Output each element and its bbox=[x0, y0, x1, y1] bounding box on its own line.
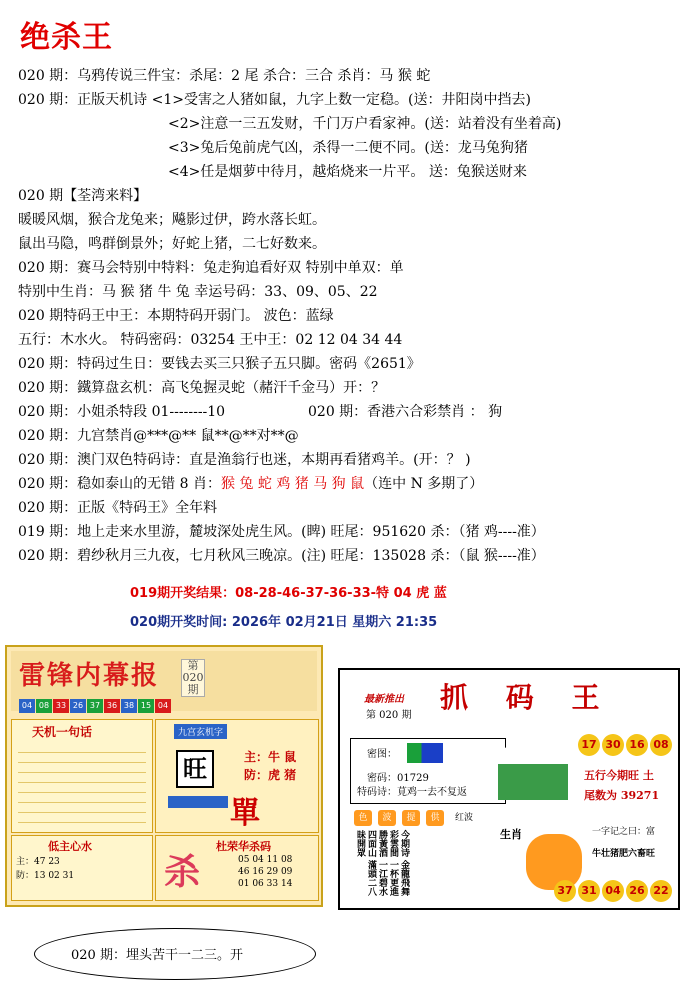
line: 019 期：地上走来水里游，麓坡深处虎生风。(睥) 旺尾：951620 杀：（猪 鸡----准） bbox=[18, 524, 545, 540]
line: 020 期：特码过生日：要钱去买三只猴子五只脚。密码《2651》 bbox=[18, 356, 421, 372]
code-box bbox=[350, 738, 506, 804]
leifeng-issue: 第 020 期 bbox=[182, 659, 204, 696]
number-chip: 36 bbox=[104, 699, 120, 713]
speech-bubble bbox=[34, 928, 316, 980]
zhuama-brand: 抓 码 王 bbox=[440, 681, 614, 714]
wang-word: 旺 bbox=[176, 750, 214, 788]
line: <4>任是烟萝中待月，越焰烧来一片平。 送：兔猴送财来 bbox=[168, 164, 527, 180]
zhuama-header bbox=[344, 674, 674, 721]
zhuama-image bbox=[338, 668, 680, 910]
zhuama-issue: 第 020 期 bbox=[366, 710, 412, 721]
poem-label: 特码诗：莧鸡一去不复返 bbox=[357, 787, 467, 798]
line: 鼠出马隐，鸣群倒景外；好蛇上猪，二七好数来。 bbox=[18, 236, 326, 252]
line: 020 期【荃湾来料】 bbox=[18, 188, 148, 204]
result-numbers: 08-28-46-37-36-33-特 04 虎 蓝 bbox=[235, 586, 447, 601]
line-mixed bbox=[18, 472, 683, 496]
jiugong-title: 九宫玄机字 bbox=[174, 724, 227, 739]
note2: 牛壮猪肥六畜旺 bbox=[592, 849, 656, 859]
number-chip: 04 bbox=[155, 699, 171, 713]
number-chip: 04 bbox=[19, 699, 35, 713]
number-chip: 33 bbox=[53, 699, 69, 713]
number-ball: 37 bbox=[554, 880, 576, 902]
code-label: 密码：01729 bbox=[367, 773, 429, 784]
number-ball: 26 bbox=[626, 880, 648, 902]
sha-row: 01 06 33 14 bbox=[238, 879, 293, 889]
sha-row: 05 04 11 08 bbox=[238, 855, 293, 865]
number-chip: 38 bbox=[121, 699, 137, 713]
draw-result bbox=[130, 582, 447, 601]
content-lines bbox=[18, 64, 683, 568]
line: <3>兔后兔前虎气凶，杀得一二便不同。(送：龙马兔狗猪 bbox=[168, 140, 528, 156]
line: 020 期：正版天机诗 <1>受害之人猪如鼠，九字上数一定稳。(送：井阳岗中挡去) bbox=[18, 92, 531, 108]
line-tail: （连中 N 多期了） bbox=[364, 476, 484, 492]
wuxing bbox=[584, 766, 659, 806]
number-ball: 16 bbox=[626, 734, 648, 756]
line: 五行：木水火。 特码密码：03254 王中王：02 12 04 34 44 bbox=[18, 332, 403, 348]
result-prefix: 019期开奖结果： bbox=[130, 586, 236, 601]
sha-char: 杀 bbox=[164, 851, 201, 893]
color-tag: 提 bbox=[402, 810, 420, 826]
weishu-line: 尾数为 39271 bbox=[584, 789, 660, 802]
color-tag: 供 bbox=[426, 810, 444, 826]
sha-section bbox=[155, 835, 319, 901]
sha-row: 46 16 29 09 bbox=[238, 867, 293, 877]
line-extra: 020 期：香港六合彩禁肖 ： 狗 bbox=[308, 404, 503, 420]
line: 020 期：碧纱秋月三九夜，七月秋风三晚凉。(注) 旺尾：135028 杀：（鼠 猴----准） bbox=[18, 548, 545, 564]
line: 020 期：正版《特码王》全年料 bbox=[18, 500, 218, 516]
color-tag-tail: 红波 bbox=[450, 810, 478, 826]
leifeng-header bbox=[11, 651, 317, 711]
line: 020 期特码王中王：本期特码开弱门。 波色：蓝绿 bbox=[18, 308, 334, 324]
sha-title: 杜荣华杀码 bbox=[216, 840, 271, 853]
dizhu-main: 主：47 23 bbox=[16, 857, 60, 867]
line: 特别中生肖：马 猴 猪 牛 兔 幸运号码：33、09、05、22 bbox=[18, 284, 378, 300]
line: 020 期：小姐杀特段 01--------10 bbox=[18, 404, 226, 420]
color-tags bbox=[354, 810, 478, 826]
line: 020 期：澳门双色特码诗：直是渔翁行也迷，本期再看猪鸡羊。(开：？ ) bbox=[18, 452, 471, 468]
number-ball: 30 bbox=[602, 734, 624, 756]
top-balls bbox=[578, 734, 672, 756]
number-ball: 04 bbox=[602, 880, 624, 902]
def-zodiac: 防：虎 猪 bbox=[244, 768, 297, 782]
line: 暖暖风烟，猴合龙兔来；飚影过伊，跨水落长虹。 bbox=[18, 212, 326, 228]
line: 020 期：鐵算盘玄机：高飞兔握灵蛇（赭汗千金马）开：？ bbox=[18, 380, 386, 396]
line: 020 期：稳如泰山的无错 8 肖： bbox=[18, 476, 221, 492]
color-tag: 色 bbox=[354, 810, 372, 826]
line: 020 期：九宫禁肖@***@** 鼠**@**对**@ bbox=[18, 428, 299, 444]
line: 020 期：乌鸦传说三件宝：杀尾：2 尾 杀合：三合 杀肖：马 猴 蛇 bbox=[18, 68, 431, 84]
leifeng-image bbox=[5, 645, 323, 907]
logo-icon bbox=[407, 743, 443, 763]
main-zodiac: 主：牛 鼠 bbox=[244, 750, 297, 764]
mi-label: 密图： bbox=[367, 749, 397, 760]
shengxiao-label: 生肖 bbox=[500, 828, 522, 841]
zhuama-new: 最新推出 bbox=[364, 694, 404, 705]
note: 一字记之曰：富 bbox=[592, 827, 656, 837]
bottom-balls bbox=[554, 880, 672, 902]
tianji-title: 天机一句话 bbox=[32, 725, 93, 739]
verse: 今期诗 金龍飛舞彩雲間 一杯更進勝黃酒 一江碧水四面山 滿頭二八昧開眾 bbox=[355, 830, 409, 897]
dizhu-def: 防：13 02 31 bbox=[16, 871, 75, 881]
number-ball: 17 bbox=[578, 734, 600, 756]
number-ball: 08 bbox=[650, 734, 672, 756]
line-pair bbox=[18, 400, 683, 424]
line: <2>注意一三五发财，千门万户看家神。(送：站着没有坐着高) bbox=[168, 116, 562, 132]
number-chip: 26 bbox=[70, 699, 86, 713]
color-tag: 波 bbox=[378, 810, 396, 826]
tianji-rows bbox=[12, 743, 152, 823]
sha-grid bbox=[238, 854, 292, 890]
fisherman-illustration bbox=[498, 740, 568, 800]
leifeng-brand: 雷锋内幕报 bbox=[19, 661, 160, 691]
blue-bar bbox=[168, 796, 228, 808]
number-ball: 22 bbox=[650, 880, 672, 902]
dan-char: 單 bbox=[230, 796, 260, 831]
dizhu-title: 低主心水 bbox=[48, 840, 92, 853]
dizhu-section bbox=[11, 835, 153, 901]
tianji-section bbox=[11, 719, 153, 833]
number-ball: 31 bbox=[578, 880, 600, 902]
line: 020 期：赛马会特别中特料：兔走狗追看好双 特别中单双：单 bbox=[18, 260, 404, 276]
leifeng-numbers bbox=[19, 699, 171, 713]
page-title: 绝杀王 bbox=[20, 20, 113, 55]
jiugong-section bbox=[155, 719, 319, 833]
wuxing-line: 五行今期旺 土 bbox=[584, 769, 654, 782]
number-chip: 08 bbox=[36, 699, 52, 713]
number-chip: 37 bbox=[87, 699, 103, 713]
bubble-text: 020 期：埋头苦干一二三。开 bbox=[71, 948, 243, 963]
number-chip: 15 bbox=[138, 699, 154, 713]
red-zodiacs: 猴 兔 蛇 鸡 猪 马 狗 鼠 bbox=[220, 476, 365, 492]
draw-time: 020期开奖时间: 2026年 02月21日 星期六 21:35 bbox=[130, 615, 438, 630]
